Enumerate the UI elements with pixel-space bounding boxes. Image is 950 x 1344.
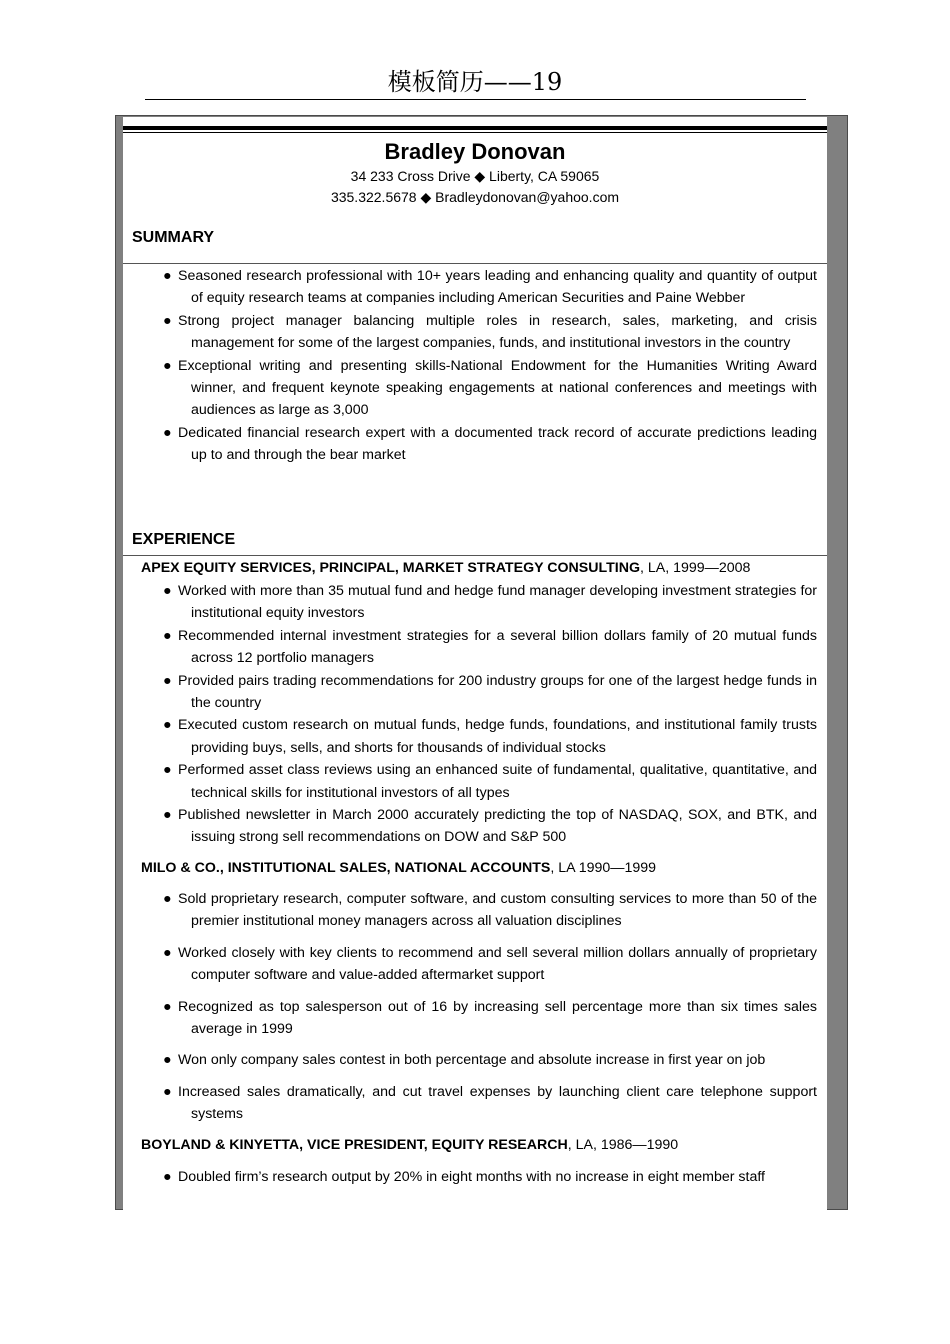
job-boyland-list: [163, 1166, 817, 1188]
bullet-icon: ●: [163, 627, 172, 644]
bullet-icon: ●: [163, 357, 172, 374]
bullet-icon: ●: [163, 312, 172, 329]
summary-list: [163, 265, 817, 467]
list-item: ● Recognized as top salesperson out of 16 by increasing sell percentage more than six times sales average in 1999: [163, 996, 817, 1041]
bullet-icon: ●: [163, 891, 172, 907]
contact-phone-email: 335.322.5678 ◆ Bradleydonovan@yahoo.com: [330, 189, 620, 205]
bullet-icon: ●: [163, 998, 172, 1015]
job-heading-apex: APEX EQUITY SERVICES, PRINCIPAL, MARKET STRATEGY CONSULTING, LA, 1999—2008: [141, 560, 751, 576]
bullet-icon: ●: [163, 268, 172, 284]
bullet-icon: ●: [163, 583, 172, 599]
list-item: ● Provided pairs trading recommendations for 200 industry groups for one of the largest hedge funds in the country: [163, 670, 817, 715]
summary-rule: [123, 263, 827, 264]
bullet-icon: ●: [163, 672, 172, 689]
bullet-icon: ●: [163, 1169, 172, 1185]
header-rule-thick: [123, 126, 827, 130]
bullet-icon: ●: [163, 762, 172, 779]
resume-sheet: [123, 117, 827, 1210]
list-item: ● Doubled firm’s research output by 20% in eight months with no increase in eight member staff: [163, 1166, 817, 1188]
summary-heading: SUMMARY: [132, 229, 215, 246]
list-item: ● Seasoned research professional with 10+ years leading and enhancing quality and quantity of output of equity research teams at companies including American Securities and Paine Webber: [163, 265, 817, 310]
job-apex-list: [163, 580, 817, 849]
list-item: ● Sold proprietary research, computer software, and custom consulting services to more than 50 of the premier institutional money managers across all valuation disciplines: [163, 888, 817, 933]
list-item: ● Dedicated financial research expert with a documented track record of accurate predictions leading up to and through the bear market: [163, 422, 817, 467]
candidate-name: Bradley Donovan: [384, 139, 566, 164]
experience-rule: [123, 555, 827, 556]
title-underline: [145, 99, 806, 100]
list-item: ● Performed asset class reviews using an enhanced suite of fundamental, qualitative, quantitative, and technical skills for institutional investors of all types: [163, 759, 817, 804]
bullet-icon: ●: [163, 1052, 172, 1069]
job-heading-milo: MILO & CO., INSTITUTIONAL SALES, NATIONAL ACCOUNTS, LA 1990—1999: [141, 860, 657, 876]
list-item: ● Worked closely with key clients to recommend and sell several million dollars annually of proprietary computer software and value-added aftermarket support: [163, 942, 817, 987]
contact-address: 34 233 Cross Drive ◆ Liberty, CA 59065: [350, 168, 600, 184]
bullet-icon: ●: [163, 424, 172, 441]
bullet-icon: ●: [163, 1083, 172, 1100]
list-item: ● Executed custom research on mutual funds, hedge funds, foundations, and institutional family trusts providing buys, sells, and shorts for thousands of individual stocks: [163, 714, 817, 759]
list-item: ● Recommended internal investment strategies for a several billion dollars family of 20 mutual funds across 12 portfolio managers: [163, 625, 817, 670]
list-item: ● Published newsletter in March 2000 accurately predicting the top of NASDAQ, SOX, and BTK, and issuing strong sell recommendations on DOW and S&P 500: [163, 804, 817, 849]
job-heading-boyland: BOYLAND & KINYETTA, VICE PRESIDENT, EQUITY RESEARCH, LA, 1986—1990: [141, 1137, 679, 1153]
header-rule-thin: [123, 132, 827, 133]
list-item: ● Won only company sales contest in both percentage and absolute increase in first year on job: [163, 1049, 817, 1071]
experience-heading: EXPERIENCE: [132, 531, 236, 548]
list-item: ● Strong project manager balancing multiple roles in research, sales, marketing, and crisis management for some of the largest companies, funds, and institutional investors in the country: [163, 310, 817, 355]
job-milo-list: [163, 888, 817, 1126]
bullet-icon: ●: [163, 717, 172, 734]
list-item: ● Increased sales dramatically, and cut travel expenses by launching client care telephone support systems: [163, 1081, 817, 1126]
bullet-icon: ●: [163, 944, 172, 961]
list-item: ● Exceptional writing and presenting skills-National Endowment for the Humanities Writing Award winner, and frequent keynote speaking engagements at national conferences and meetings with audiences as large as 3,000: [163, 355, 817, 422]
list-item: ● Worked with more than 35 mutual fund and hedge fund manager developing investment strategies for institutional equity investors: [163, 580, 817, 625]
bullet-icon: ●: [163, 807, 172, 824]
document-title: 模板简历——19: [387, 68, 563, 96]
